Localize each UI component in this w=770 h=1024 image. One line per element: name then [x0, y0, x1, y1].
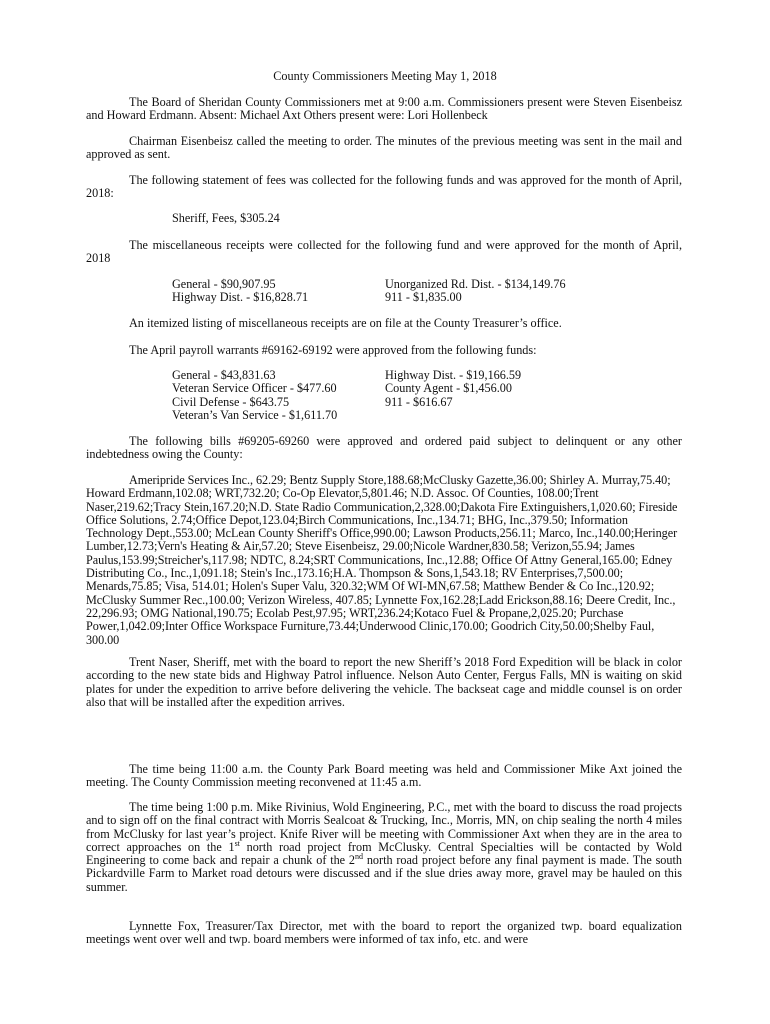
road-projects-text-a: The time being 1:00 p.m. Mike Rivinius, Wold Engineering, P.C., met with the board to discuss the road projects and to sign off on the final contract with Morris Sealcoat & Trucking, Inc., Morris, MN, on chip sealing the north 4 miles from McClusky for last year’s project. Knife River will be meeting with Commissioner Axt when they are in the area to correct approaches on the 1 [86, 800, 682, 854]
payroll-left-column [172, 369, 337, 422]
road-projects-text-b: north road project from McClusky. Central Specialties will be contacted by Wold Engineering to come back and repair a chunk of the 2 [86, 839, 682, 868]
payroll-item: General - $43,831.63 [172, 368, 276, 382]
bills-approval-paragraph: The following bills #69205-69260 were approved and ordered paid subject to delinquent or any other indebtedness owing the County: [86, 434, 682, 462]
receipt-item: 911 - $1,835.00 [385, 290, 462, 305]
payroll-item: Veteran Service Officer - $477.60 [172, 381, 337, 396]
itemized-listing-paragraph: An itemized listing of miscellaneous receipts are on file at the County Treasurer’s office. [129, 316, 562, 330]
receipt-item: General - $90,907.95 [172, 277, 276, 291]
bills-list: Ameripride Services Inc., 62.29; Bentz Supply Store,188.68;McClusky Gazette,36.00; Shirley A. Murray,75.40; Howard Erdmann,102.08; WRT,732.20; Co-Op Elevator,5,801.46; N.D. Assoc. Of Counties, 108.00;Trent Naser,219.62;Tracy Stein,167.20;N.D. State Radio Communication,2,328.00;Dakota Fire Extinguishers,1,020.60; Fireside Office Solutions, 2.74;Office Depot,123.04;Birch Communications, Inc.,134.71; BHG, Inc.,379.50; Information Technology Dept.,553.00; McLean County Sheriff's Office,990.00; Lawson Products,256.11; Marco, Inc.,140.00;Heringer Lumber,12.73;Vern's Heating & Air,57.20; Steve Eisenbeisz, 29.00;Nicole Wardner,830.58; Verizon,55.94; James Paulus,153.99;Streicher's,117.98; NDTC, 8.24;SRT Communications, Inc.,12.88; Office Of Attny General,165.00; Edney Distributing Co., Inc.,1,091.18; Stein's Inc.,173.16;H.A. Thompson & Sons,1,543.18; RV Enterprises,7,500.00; Menards,75.85; Visa, 514.01; Holen's Super Valu, 320.32;WM Of WI-MN,67.58; Matthew Bender & Co Inc.,120.92; McClusky Summer Rec.,100.00; Verizon Wireless, 407.85; Lynnette Fox,162.28;Ladd Erickson,88.16; Deere Credit, Inc., 22,296.93; OMG National,190.75; Ecolab Pest,97.95; WRT,236.24;Kotaco Fuel & Propane,2,025.20; Purchase Power,1,042.09;Inter Office Workspace Furniture,73.44;Underwood Clinic,170.00; Goodrich City,50.00;Shelby Faul, 300.00 [86, 473, 678, 647]
payroll-item: Veteran’s Van Service - $1,611.70 [172, 407, 338, 422]
receipts-left-column [172, 278, 308, 305]
sheriff-report-paragraph: Trent Naser, Sheriff, met with the board to report the new Sheriff’s 2018 Ford Expedition will be black in color according to the new state bids and Highway Patrol influence. Nelson Auto Center, Fergus Falls, MN is waiting on skid plates for under the expedition to arrive before delivering the vehicle. The backseat cage and middle counsel is on order also that will be installed after the expedition arrives. [86, 655, 682, 709]
payroll-item: Highway Dist. - $19,166.59 [385, 368, 522, 382]
treasurer-report-paragraph: Lynnette Fox, Treasurer/Tax Director, met with the board to report the organized twp. board equalization meetings went over well and twp. board members were informed of tax info, etc. and were [86, 919, 682, 947]
park-board-paragraph: The time being 11:00 a.m. the County Park Board meeting was held and Commissioner Mike Axt joined the meeting. The County Commission meeting reconvened at 11:45 a.m. [86, 762, 682, 790]
road-projects-paragraph [86, 801, 682, 894]
payroll-item: Civil Defense - $643.75 [172, 394, 290, 409]
receipt-item: Unorganized Rd. Dist. - $134,149.76 [385, 277, 566, 291]
attendance-paragraph: The Board of Sheridan County Commissioners met at 9:00 a.m. Commissioners present were Steven Eisenbeisz and Howard Erdmann. Absent: Michael Axt Others present were: Lori Hollenbeck [86, 95, 682, 123]
fees-line: Sheriff, Fees, $305.24 [172, 211, 280, 225]
misc-receipts-paragraph: The miscellaneous receipts were collected for the following fund and were approved for the month of April, 2018 [86, 238, 682, 266]
call-to-order-paragraph: Chairman Eisenbeisz called the meeting to order. The minutes of the previous meeting was sent in the mail and approved as sent. [86, 134, 682, 162]
payroll-item: 911 - $616.67 [385, 394, 453, 409]
page-title: County Commissioners Meeting May 1, 2018 [273, 69, 497, 83]
payroll-warrants-paragraph: The April payroll warrants #69162-69192 were approved from the following funds: [129, 343, 537, 357]
receipt-item: Highway Dist. - $16,828.71 [172, 290, 309, 305]
ordinal-suffix: nd [355, 852, 363, 862]
payroll-item: County Agent - $1,456.00 [385, 381, 512, 396]
road-projects-text-c: north road project before any final payment is made. The south Pickardville Farm to Market road detours were discussed and if the slue dries away more, gravel may be hauled on this summer. [86, 853, 682, 894]
ordinal-suffix: st [234, 838, 240, 848]
receipts-right-column [385, 278, 566, 305]
fees-statement-paragraph: The following statement of fees was collected for the following funds and was approved for the month of April, 2018: [86, 173, 682, 201]
payroll-right-column [385, 369, 521, 409]
